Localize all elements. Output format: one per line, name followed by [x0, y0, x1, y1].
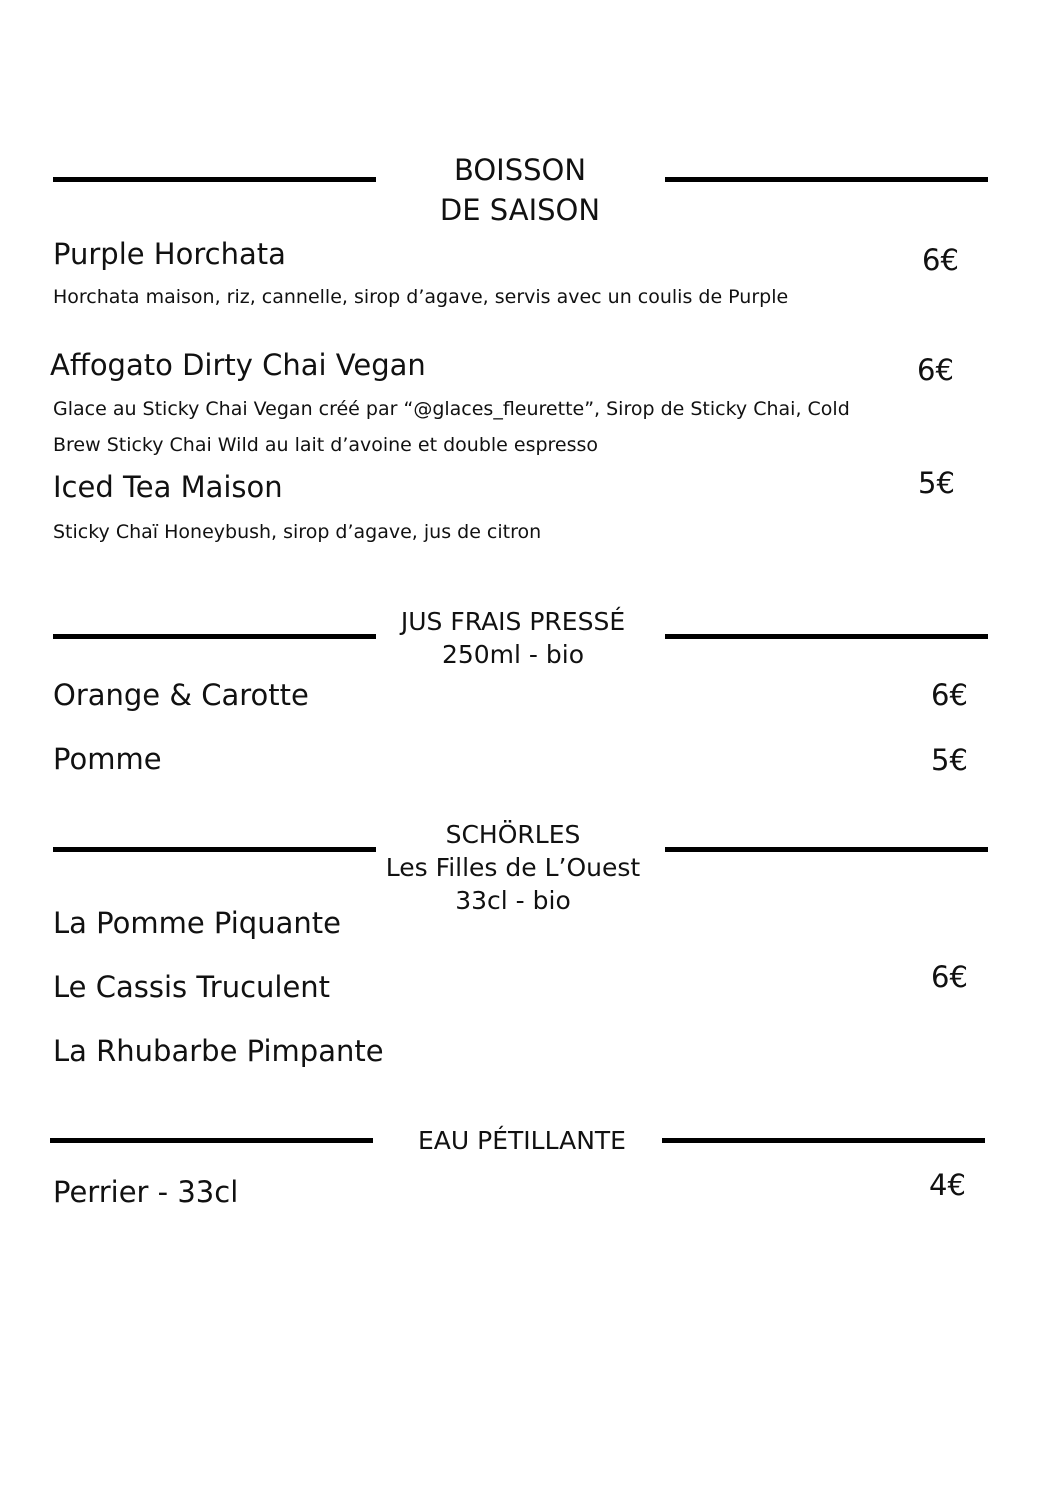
section-title-line: BOISSON — [453, 153, 587, 187]
menu-item-price: 6€ — [931, 960, 968, 994]
section-rule-left — [53, 634, 376, 639]
section-rule-right — [665, 634, 988, 639]
section-title-line: Les Filles de L’Ouest — [385, 853, 641, 882]
menu-item-name: Affogato Dirty Chai Vegan — [50, 348, 426, 382]
section-title — [380, 605, 646, 671]
menu-item-price: 5€ — [931, 743, 968, 777]
menu-item-description: Brew Sticky Chai Wild au lait d’avoine et double espresso — [53, 434, 599, 456]
section-rule-left — [53, 847, 376, 852]
section-rule-right — [662, 1138, 985, 1143]
section-title — [380, 150, 660, 230]
menu-item-name: La Pomme Piquante — [53, 906, 341, 940]
menu-item-description: Sticky Chaï Honeybush, sirop d’agave, jus de citron — [53, 521, 542, 543]
section-title-line: SCHÖRLES — [445, 820, 581, 849]
menu-item-name: Pomme — [53, 742, 162, 776]
menu-item-price: 6€ — [917, 353, 954, 387]
menu-item-name: Iced Tea Maison — [53, 470, 283, 504]
section-title-line: 250ml - bio — [441, 640, 585, 669]
section-title-line: EAU PÉTILLANTE — [418, 1126, 626, 1155]
section-title-line: 33cl - bio — [455, 886, 571, 915]
section-rule-right — [665, 177, 988, 182]
section-title-line: DE SAISON — [439, 193, 601, 227]
section-title — [382, 1124, 662, 1157]
menu-item-price: 4€ — [929, 1168, 966, 1202]
menu-item-name: La Rhubarbe Pimpante — [53, 1034, 384, 1068]
menu-item-price: 6€ — [922, 243, 959, 277]
section-title — [380, 818, 646, 917]
section-title-line: JUS FRAIS PRESSÉ — [400, 607, 626, 636]
section-rule-left — [50, 1138, 373, 1143]
menu-item-name: Le Cassis Truculent — [53, 970, 331, 1004]
section-rule-right — [665, 847, 988, 852]
menu-item-name: Perrier - 33cl — [53, 1175, 239, 1209]
menu-item-price: 6€ — [931, 678, 968, 712]
menu-item-price: 5€ — [918, 466, 955, 500]
section-rule-left — [53, 177, 376, 182]
menu-item-name: Orange & Carotte — [53, 678, 309, 712]
menu-item-description: Glace au Sticky Chai Vegan créé par “@glaces_fleurette”, Sirop de Sticky Chai, Cold — [53, 398, 850, 420]
menu-item-description: Horchata maison, riz, cannelle, sirop d’agave, servis avec un coulis de Purple — [53, 286, 789, 308]
menu-item-name: Purple Horchata — [53, 237, 286, 271]
